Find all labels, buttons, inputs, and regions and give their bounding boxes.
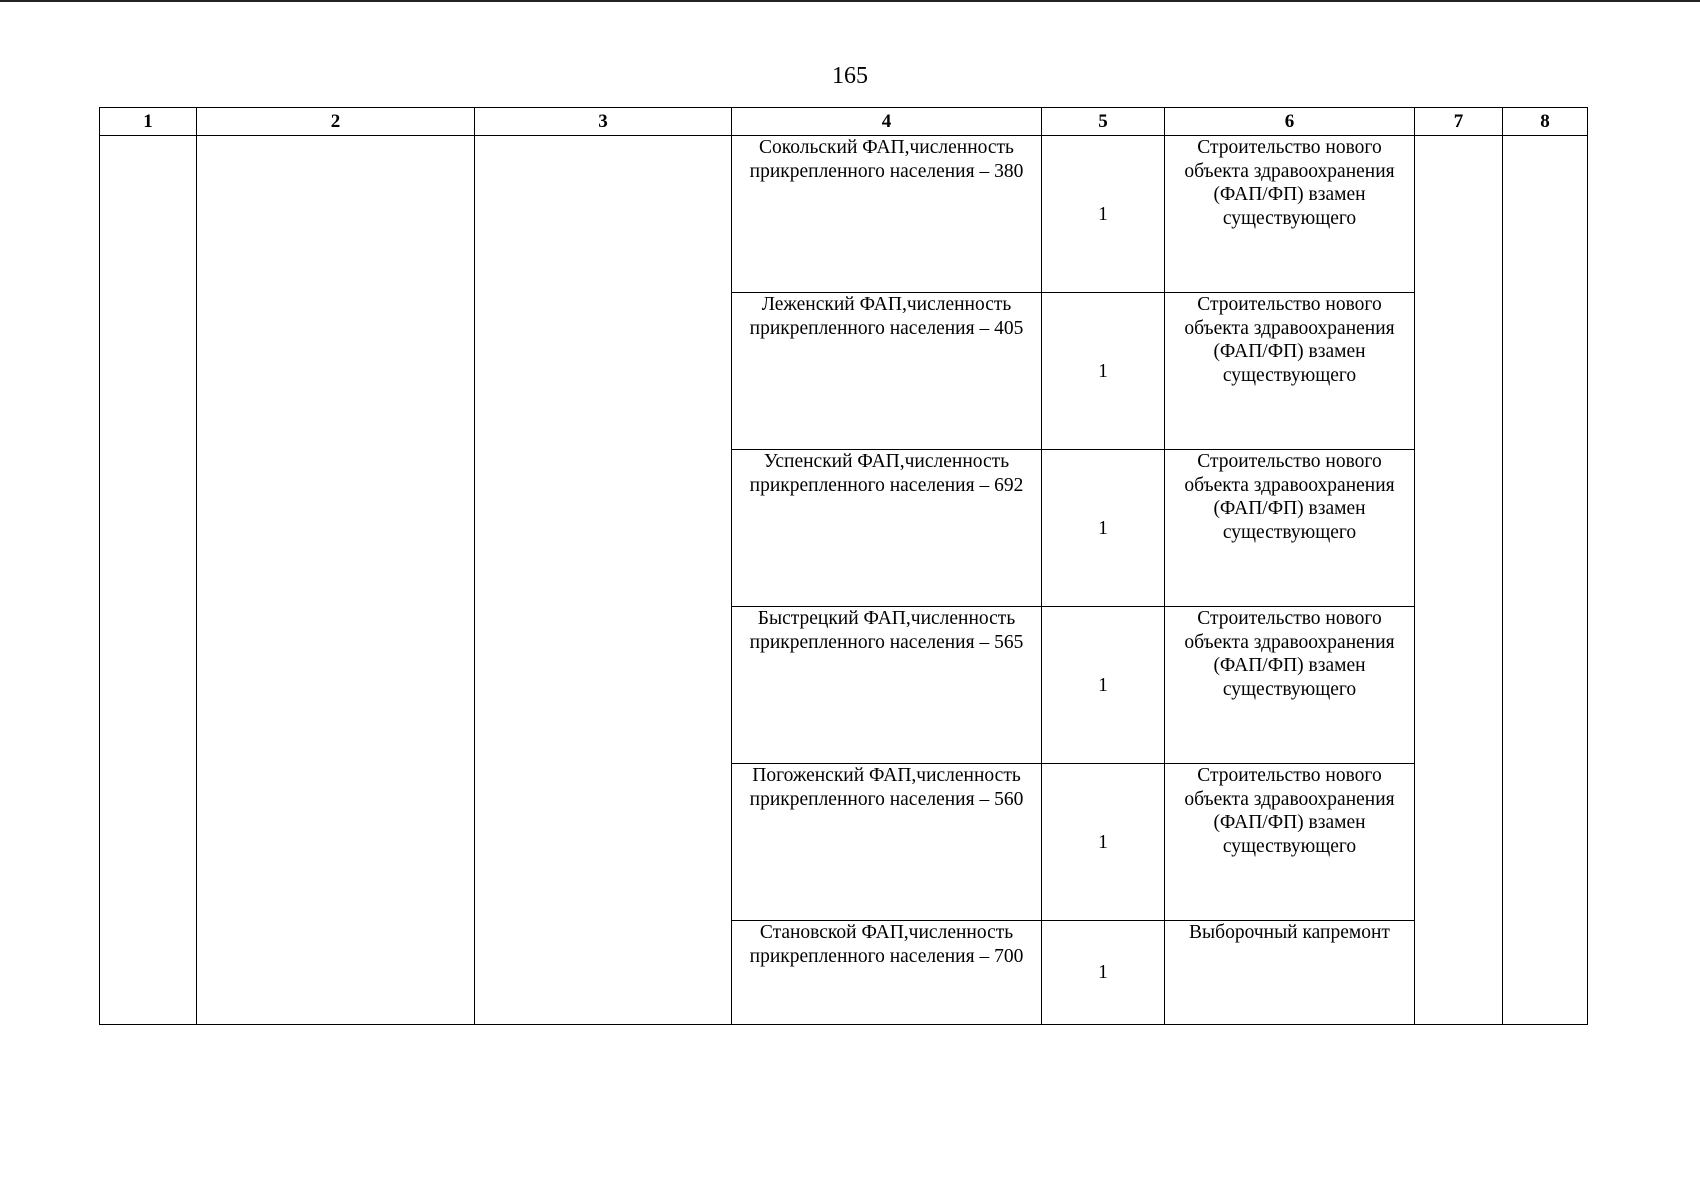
facility-cell: Леженский ФАП,численность прикрепленного населения – 405 [732, 293, 1042, 450]
cell-col-7-empty [1415, 136, 1503, 1025]
quantity-cell: 1 [1042, 764, 1165, 921]
work-type-cell: Строительство нового объекта здравоохранения (ФАП/ФП) взамен существующего [1165, 136, 1415, 293]
facilities-table [99, 107, 1588, 1025]
header-col-7: 7 [1415, 108, 1503, 136]
cell-col-3-empty [475, 136, 732, 1025]
cell-col-8-empty [1503, 136, 1588, 1025]
facility-cell: Быстрецкий ФАП,численность прикрепленного населения – 565 [732, 607, 1042, 764]
header-col-3: 3 [475, 108, 732, 136]
page-number: 165 [832, 63, 868, 89]
header-col-1: 1 [100, 108, 197, 136]
table-row [100, 136, 1588, 293]
work-type-cell: Строительство нового объекта здравоохранения (ФАП/ФП) взамен существующего [1165, 607, 1415, 764]
header-col-8: 8 [1503, 108, 1588, 136]
quantity-cell: 1 [1042, 136, 1165, 293]
header-col-4: 4 [732, 108, 1042, 136]
facility-cell: Сокольский ФАП,численность прикрепленного населения – 380 [732, 136, 1042, 293]
work-type-cell: Строительство нового объекта здравоохранения (ФАП/ФП) взамен существующего [1165, 293, 1415, 450]
cell-col-2-empty [197, 136, 475, 1025]
cell-col-1-empty [100, 136, 197, 1025]
work-type-cell: Выборочный капремонт [1165, 921, 1415, 1025]
facility-cell: Успенский ФАП,численность прикрепленного населения – 692 [732, 450, 1042, 607]
quantity-cell: 1 [1042, 921, 1165, 1025]
work-type-cell: Строительство нового объекта здравоохранения (ФАП/ФП) взамен существующего [1165, 450, 1415, 607]
facility-cell: Погоженский ФАП,численность прикрепленного населения – 560 [732, 764, 1042, 921]
quantity-cell: 1 [1042, 450, 1165, 607]
work-type-cell: Строительство нового объекта здравоохранения (ФАП/ФП) взамен существующего [1165, 764, 1415, 921]
header-col-6: 6 [1165, 108, 1415, 136]
header-col-5: 5 [1042, 108, 1165, 136]
quantity-cell: 1 [1042, 607, 1165, 764]
top-border-rule [0, 0, 1700, 2]
facility-cell: Становской ФАП,численность прикрепленного населения – 700 [732, 921, 1042, 1025]
header-row [100, 108, 1588, 136]
quantity-cell: 1 [1042, 293, 1165, 450]
header-col-2: 2 [197, 108, 475, 136]
